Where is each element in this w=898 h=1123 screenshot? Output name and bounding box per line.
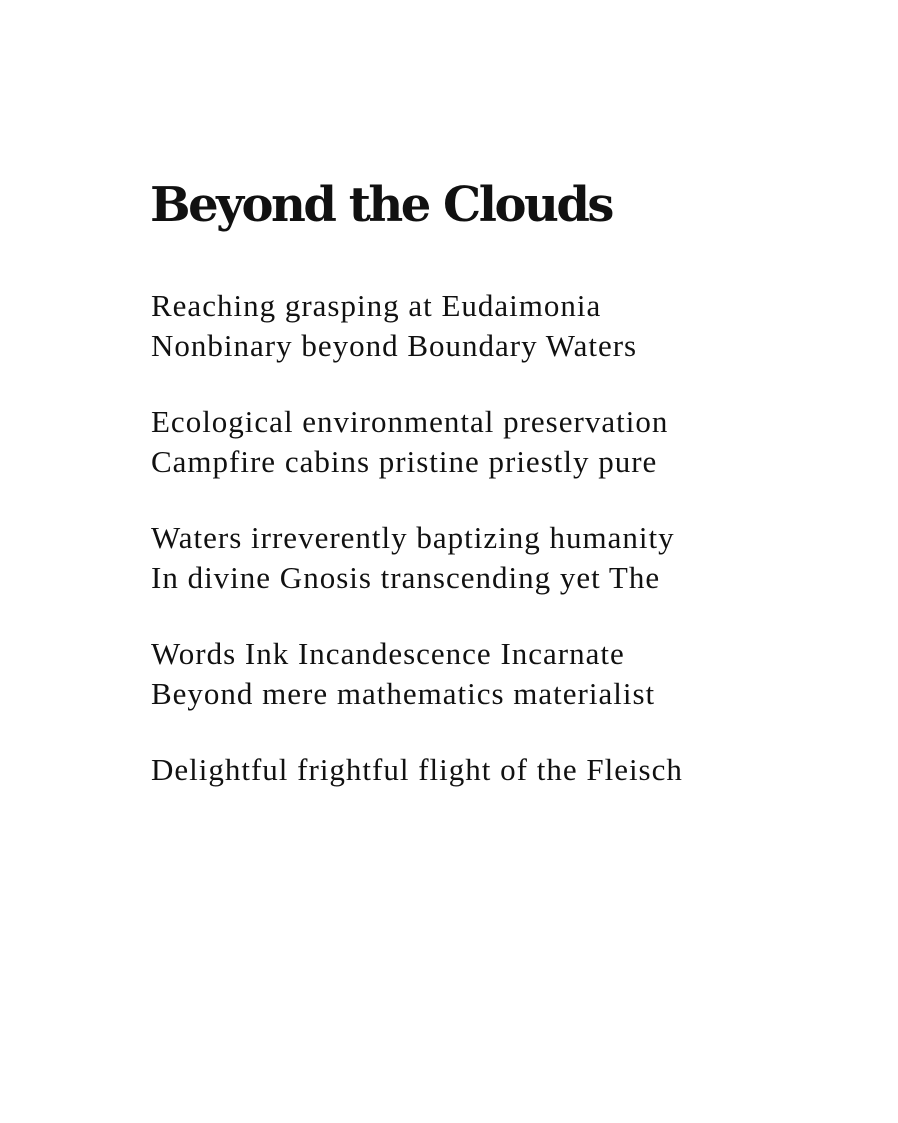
stanza <box>151 286 851 366</box>
poem-line: Reaching grasping at Eudaimonia <box>151 288 602 323</box>
poem-title: Beyond the Clouds <box>150 177 612 233</box>
poem-line: Nonbinary beyond Boundary Waters <box>151 328 638 363</box>
poem-line: In divine Gnosis transcending yet The <box>151 560 661 595</box>
stanza <box>151 402 851 482</box>
poem-line: Delightful frightful flight of the Fleisch <box>151 752 683 787</box>
stanza <box>151 750 851 790</box>
poem-line: Words Ink Incandescence Incarnate <box>151 636 625 671</box>
poem-body <box>151 286 851 826</box>
poem-line: Beyond mere mathematics materialist <box>151 676 656 711</box>
poem-line: Campfire cabins pristine priestly pure <box>151 444 658 479</box>
poem-line: Waters irreverently baptizing humanity <box>151 520 675 555</box>
stanza <box>151 634 851 714</box>
stanza <box>151 518 851 598</box>
poem-line: Ecological environmental preservation <box>151 404 669 439</box>
